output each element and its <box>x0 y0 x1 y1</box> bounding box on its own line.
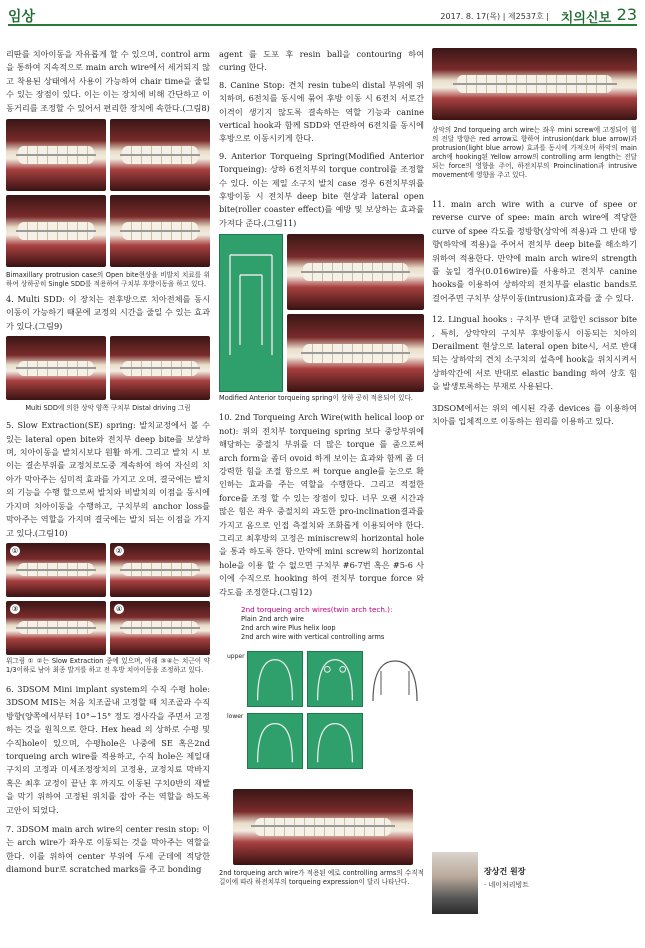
paragraph: 8. Canine Stop: 견치 resin tube의 distal 부위에 위치하며, 6전치를 동시에 묶어 후방 이동 시 6전치 서로간 이격이 생기지 않도록 결속하는 역할 기능과 canine vertical hook과 함께 SDD와 연관하여 6전치를 동시에 후방으로 이동시키게 한다. <box>219 79 424 144</box>
paragraph: 4. Multi SDD: 이 장치는 전후방으로 치아전체를 동시 이동이 가능하기 때문에 교정의 시간을 줄일 수 있는 효과가 있다.(그림9) <box>6 294 210 331</box>
paragraph: 리딴를 치아이동을 자유롭게 할 수 있으며, control arm을 통하여 지속적으로 main arch wire에서 세거되지 않고 착용된 상태에서 사용이 가능하여 chair time을 줄일 수 있는 장점이 있다. 이는 이는 장치에 비해 간단하고 이동거리를 조정할 수 있어서 편리한 장치에 속한다.(그림8) <box>6 49 210 113</box>
intraoral-photo <box>6 119 106 191</box>
arch-wire-panel <box>307 651 363 707</box>
figure-8-caption: Bimaxillary protrusion case의 Open bite현상을 비발치 치료를 위하여 상하공히 Single SDD를 적용하여 구치부 후방이동을 하고 있다. <box>6 271 210 289</box>
figure-12 <box>219 605 424 785</box>
paragraph: 11. main arch wire with a curve of spee or reverse curve of spee: main arch wire에 적당한 curve of spee 각도를 정방향(상악에 적용)과 그 반대 방향(하악에 적용)을 주어서 전치부 deep bite를 해소하기 위하여 적용한다. 만약에 main arch wire의 strength를 높일 경우(0.016wire)를 사용하고 전치부 canine hooks를 이용하여 상하악의 전치부를 elastic bands로걸어주면 구치부 상부이동(intrusion)효과를 줄 수 있다. <box>432 199 637 303</box>
intraoral-photo <box>110 195 210 267</box>
column-2 <box>219 48 424 890</box>
intraoral-photo <box>110 119 210 191</box>
figure-10-caption: 위그림 ① ②는 Slow Extraction 중에 있으며, 아래 ③④는 치근이 약 1/3이하로 남아 최종 발거를 하고 전 후방 치아이동을 조정하고 있다. <box>6 656 210 674</box>
photo-number-badge: ② <box>115 546 123 555</box>
intraoral-photo <box>110 601 210 655</box>
figure-12-caption: 2nd torqueing arch wire가 적용된 예로 controlling arms의 수직적 길이에 따라 하전치부의 torqueing expression이 달리 나타난다. <box>219 868 424 886</box>
intraoral-photo <box>287 234 424 310</box>
paragraph: 12. Lingual hooks : 구치부 반대 교합인 scissor bite , 특히, 상악약의 구치부 후방이동시 이동되는 치아의 Derailment 현상으로 lateral open bite시, 서로 반대되는 상하악의 견치 소구치의 설측에 hook을 위치시켜서 상하악간에 서로 반대로 elastic banding 하여 상호 힘을 발생토록하는 부재로 사용된다. <box>432 314 637 392</box>
spring-wire-drawing <box>220 235 282 391</box>
paragraph: 5. Slow Extraction(SE) spring: 발치교정에서 볼 수 있는 lateral open bite와 전치부 deep bite를 보상하며, 치아이동을 발치시보다 원활 하게. 그리고 발치 시 보이는 결손부위를 교정치로도중 계속하여 하여 자신의 치아가 막아주는 심미적 효과를 가지고 오며, 결국에는 발치의 기능을 수행 할으로써 발치와 비발치의 이점을 동시에 가지며 치아이동을 수행하고, 구치부의 anchor loss를 막아주는 역할을 가지며 결국에는 발치 되는 이점을 가지고 있다.(그림10) <box>6 420 210 538</box>
author-name: 장상건 원장 <box>484 867 526 876</box>
arch-wire-drawing <box>367 651 423 707</box>
issue-date: 2017. 8. 17(목) | 제2537호 | <box>440 12 549 21</box>
figure-9 <box>6 336 210 400</box>
column-1 <box>6 48 210 880</box>
page-header <box>8 6 637 26</box>
page-number: 23 <box>616 5 637 24</box>
figure-12-line: 2nd arch wire Plus helix loop <box>241 623 336 632</box>
figure-10 <box>6 543 210 655</box>
intraoral-photo <box>432 48 637 120</box>
figure-12-line: Plain 2nd arch wire <box>241 614 304 623</box>
paragraph: 9. Anterior Torqueing Spring(Modified Anterior Torqueing): 상하 6전치부의 torque control를 조정할 수 있다. 이는 제일 소구치 발치 case 경우 6전치부위를 후방이동 시 전치부 deep bite 현상과 lateral open bite(roller coaster effect)를 예방 및 보상하는 효과를 가져다 준다.(그림11) <box>219 150 424 228</box>
intraoral-photo <box>110 336 210 400</box>
upper-label: upper <box>227 652 245 660</box>
figure-9-caption: Multi SDD에 의한 상악 양쪽 구치부 Distal driving 그림 <box>25 404 191 413</box>
figure-12-title: 2nd torqueing arch wires(twin arch tech.): <box>241 604 393 614</box>
figure-12-line: 2nd arch wire with vertical controlling arms <box>241 632 385 641</box>
column-3 <box>432 48 637 432</box>
arch-wire-panel <box>307 713 363 769</box>
photo-number-badge: ① <box>11 546 19 555</box>
author-photo <box>432 852 478 914</box>
section-title: 임상 <box>8 9 36 25</box>
intraoral-photo <box>6 543 106 597</box>
paragraph: 7. 3DSOM main arch wire의 center resin stop: 이는 arch wire가 좌우로 이동되는 것을 막아주는 역할을 한다. 이를 위하여 center 부위에 두세 군데에 적당한 diamond bur로 scratched marks를 주고 bonding <box>6 823 210 875</box>
paragraph: 3DSOM에서는 위의 예시된 각종 devices 를 이용하여 치아를 입체적으로 이동하는 원리를 이용하고 있다. <box>432 402 637 427</box>
intraoral-photo <box>6 336 106 400</box>
photo-number-badge: ③ <box>11 604 19 613</box>
photo-number-badge: ④ <box>115 604 123 613</box>
lower-label: lower <box>227 712 244 720</box>
intraoral-photo <box>6 601 106 655</box>
intraoral-photo <box>233 789 413 865</box>
torqueing-spring-photo <box>219 234 283 392</box>
intraoral-photo <box>287 314 424 392</box>
newspaper-name: 치의신보 <box>560 11 611 26</box>
figure-11 <box>219 234 424 392</box>
intraoral-photo <box>6 195 106 267</box>
paragraph: 10. 2nd Torqueing Arch Wire(with helical loop or not): 위의 전치부 torqueing spring 보다 중앙부위에 해당하는 중절치 부위를 더 많은 torque 를 줌으로써 arch form을 좀더 ovoid 하게 보이는 효과와 함께 좀 더 강력한 힘을 조절 함으로 써 torque angle를 눈으로 확인하는 효과를 주는 역할을 수행한다. 그리고 적절한 force를 조정 할 수 있는 장점이 있다. 너무 오랜 시간과 많은 힘은 좌우 중절치의 과도한 pro-inclination결과를 가지고 옴으로 인접 측절치와 조화롭게 이용되어야 한다. 그리고 최후방의 고정은 miniscrew의 horizontal hole 을 통과 하도록 한다. 만약에 mini screw의 horizontal hole을 이용 할 수 없으면 구치부 #6-7번 혹은 #5-6 사이에 수직으로 hooking 하여 전치부 torque force 와 각도를 조정한다.(그림12) <box>219 412 424 597</box>
arch-wire-panel <box>247 713 303 769</box>
paragraph: 6. 3DSOM Mini implant system의 수직 수평 hole: 3DSOM MIS는 처음 치조골내 고정할 때 치조골과 수직 방향(양쪽에서부터 10°~15° 정도 경사각을 주면서 고정하는 것을 원칙으로 한다. Hex head 의 상하로 수평 및 수직hole이 있으며, 수평hole은 나중에 SE 혹은2nd torqueing arch wire를 적용하고, 수직 hole은 제일대구치의 고정과 미세조정장치의 고정용, 교정치료 막바지 혹은 최후 교정이 끝난 후 까지도 이동된 구치0반의 재발을 막기 위하여 고정된 위치를 잡아 주는 역할을 하도록 고안이 되었다. <box>6 683 210 815</box>
intraoral-photo <box>110 543 210 597</box>
figure-11-caption: Modified Anterior torqueing spring이 상하 공히 적용되어 있다. <box>219 394 413 403</box>
figure-8 <box>6 119 210 269</box>
author-affiliation: · 네이처리빙트 <box>484 881 530 889</box>
arch-wire-panel <box>247 651 303 707</box>
figure-caption: 상악의 2nd torqueing arch wire는 좌우 mini screw에 고정되어 힘의 전달 방향은 red arrow로 향하여 intrusion(dark blue arrow)과protrusion(light blue arrow) 효과를 동시에 가져오며 하악의 main arch에 hooking된 Yellow arrow의 controlling arm length는 전달되는 force의 영향을 주어, 하전치부의 Proinclination과 intrusive movement에 영향을 주고 있다. <box>432 126 637 179</box>
paragraph: agent 를 도포 후 resin ball을 contouring 하여 curing 한다. <box>219 49 424 73</box>
